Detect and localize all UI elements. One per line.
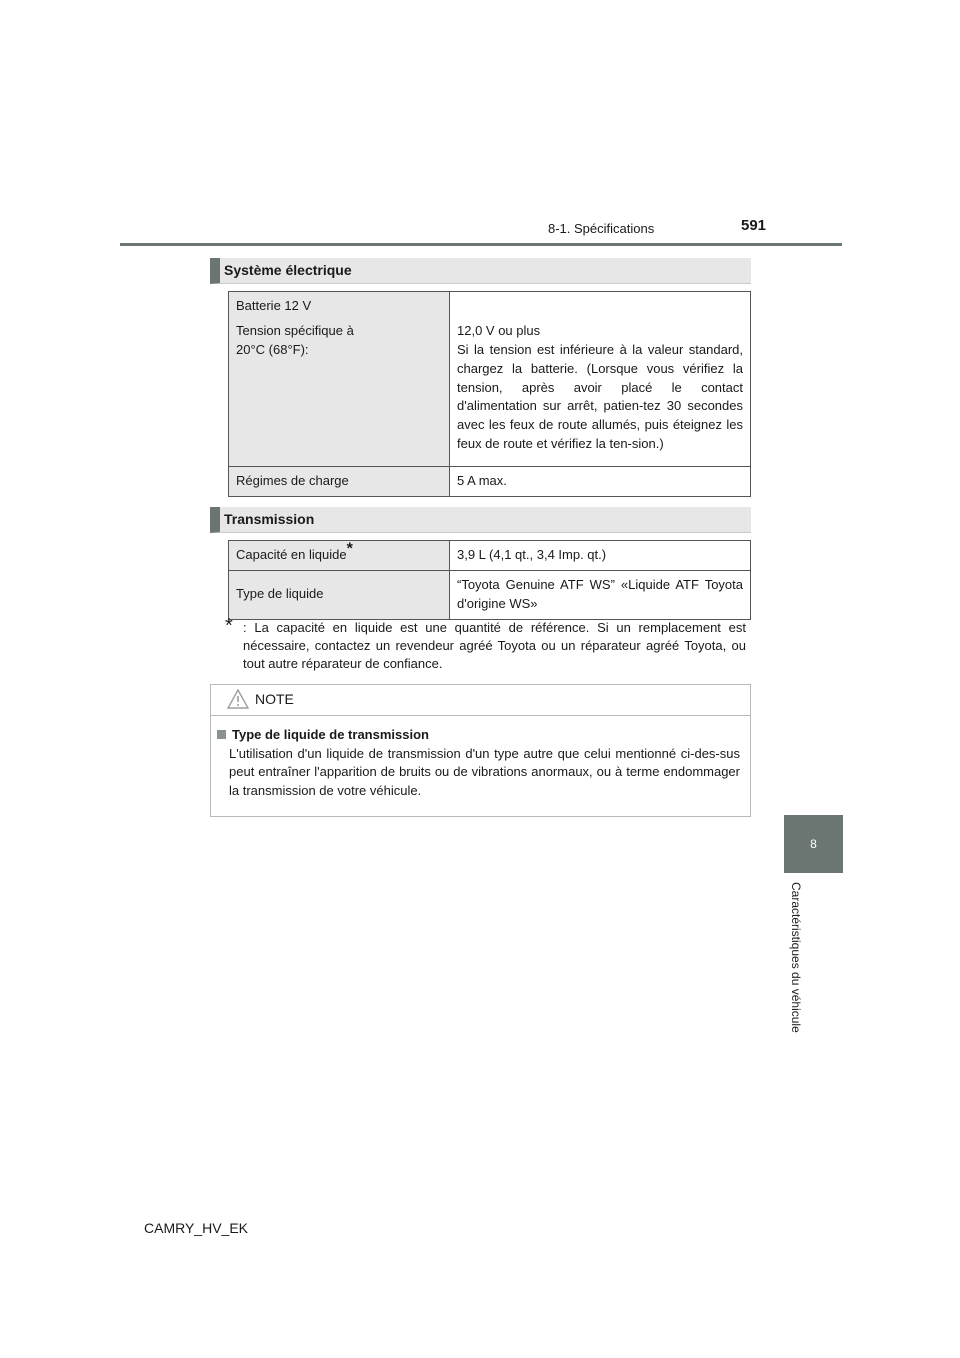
electrical-spec-table [228, 291, 751, 497]
transmission-spec-table [228, 540, 751, 620]
bullet-square-icon [217, 730, 226, 739]
table-row [229, 292, 751, 467]
voltage-note: Si la tension est inférieure à la valeur standard, chargez la batterie. (Lorsque vous vérifiez la tension, après avoir placé le contact d'alimentation sur arrêt, patien-tez 30 secondes avec les feux de route allumés, puis éteignez les feux de route et vérifiez la ten-sion.) [457, 341, 743, 452]
table-row [229, 570, 751, 619]
chapter-title: Caractéristiques du véhicule [789, 882, 803, 1033]
charge-label: Régimes de charge [229, 467, 450, 497]
table-cell-label [229, 541, 450, 571]
voltage-label: Tension spécifique à 20°C (68°F): [236, 322, 354, 357]
chapter-tab[interactable]: 8 [784, 815, 843, 873]
section-label: 8-1. Spécifications [548, 221, 655, 236]
footnote-star: * [346, 540, 353, 558]
note-text: L'utilisation d'un liquide de transmission d'un type autre que celui mentionné ci-des-sus peut entraîner l'apparition de bruits ou de vibrations anormaux, ou à terme endommager la transmission de votre véhicule. [229, 746, 740, 798]
table-cell-value [450, 292, 751, 467]
table-row [229, 541, 751, 571]
footnote-text: : La capacité en liquide est une quantité de référence. Si un remplacement est nécessaire, contactez un revendeur agréé Toyota ou un réparateur agréé Toyota, ou tout autre réparateur de confiance. [243, 620, 746, 671]
page-number: 591 [741, 217, 767, 234]
note-item-title [217, 727, 429, 742]
note-heading: NOTE [255, 691, 294, 707]
fluid-value: “Toyota Genuine ATF WS” «Liquide ATF Toyota d'origine WS» [450, 570, 751, 619]
capacity-value: 3,9 L (4,1 qt., 3,4 Imp. qt.) [450, 541, 751, 571]
model-code: CAMRY_HV_EK [144, 1220, 249, 1236]
section-heading-text: Transmission [224, 511, 315, 527]
charge-value: 5 A max. [450, 467, 751, 497]
note-box [210, 684, 751, 817]
header-rule [120, 243, 842, 246]
battery-label: Batterie 12 V [236, 298, 312, 313]
warning-icon [227, 689, 249, 709]
voltage-value: 12,0 V ou plus [457, 323, 541, 338]
section-heading-transmission [210, 507, 751, 533]
footnote [225, 615, 746, 673]
footnote-marker: * [225, 615, 233, 637]
section-heading-text: Système électrique [224, 262, 352, 278]
note-header [211, 685, 750, 716]
table-row [229, 467, 751, 497]
fluid-label: Type de liquide [229, 570, 450, 619]
capacity-label: Capacité en liquide [236, 547, 347, 562]
section-heading-electrical [210, 258, 751, 284]
table-cell-label [229, 292, 450, 467]
note-item-title-text: Type de liquide de transmission [232, 727, 429, 742]
